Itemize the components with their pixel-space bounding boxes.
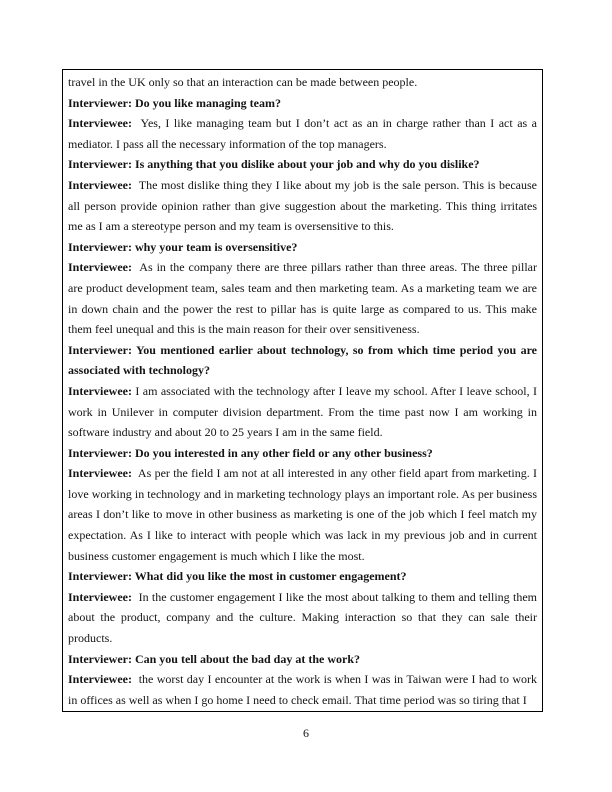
- speech-text: Do you interested in any other field or any other business?: [131, 445, 433, 460]
- transcript-paragraph: [68, 381, 537, 443]
- speaker-label: Interviewer:: [68, 95, 132, 110]
- speaker-label: Interviewer:: [68, 569, 132, 584]
- transcript-paragraph: [68, 154, 537, 175]
- transcript-paragraph: [68, 669, 537, 710]
- transcript-paragraph: [68, 587, 537, 649]
- speech-text: why your team is oversensitive?: [131, 239, 298, 254]
- speech-text: Yes, I like managing team but I don’t act as an in charge rather than I act as a mediator. I pass all the necessary information of the top managers.: [68, 116, 537, 151]
- transcript-paragraph: [68, 463, 537, 566]
- speech-text: Can you tell about the bad day at the work?: [131, 651, 360, 666]
- speech-text: the worst day I encounter at the work is when I was in Taiwan were I had to work in offices as well as when I go home I need to check email. That time period was so tiring that I: [68, 672, 537, 707]
- speech-text: The most dislike thing they I like about my job is the sale person. This is because all person provide opinion rather than give suggestion about the marketing. This thing irritates me as I am a stereotype person and my team is oversensitive to this.: [68, 177, 537, 234]
- speaker-label: Interviewer:: [68, 239, 132, 254]
- speaker-label: Interviewee:: [68, 466, 132, 481]
- speech-text: As in the company there are three pillars rather than three areas. The three pillar are product development team, sales team and then marketing team. As a marketing team we are in down chain and the power the rest to pillar has is quite large as compared to us. This make them feel unequal and this is the main reason for their over sensitiveness.: [68, 260, 537, 337]
- speech-text: What did you like the most in customer engagement?: [131, 569, 407, 584]
- speaker-label: Interviewee:: [68, 589, 132, 604]
- transcript-paragraph: [68, 237, 537, 258]
- speech-text: You mentioned earlier about technology, so from which time period you are associated with technology?: [68, 342, 537, 378]
- page-number: 6: [303, 726, 309, 740]
- transcript-paragraph: [68, 175, 537, 237]
- speaker-label: Interviewee:: [68, 383, 132, 398]
- transcript-paragraph: [68, 649, 537, 670]
- speaker-label: Interviewer:: [68, 342, 132, 357]
- speech-text: Is anything that you dislike about your job and why do you dislike?: [131, 157, 480, 172]
- speech-text: As per the field I am not at all interested in any other field apart from marketing. I love working in technology and in marketing technology plays an important role. As per business areas I don’t like to move in other business as marketing is one of the job which I feel match my expectation. As I like to interact with people which was lack in my previous job and in current business customer engagement is much which I like the most.: [68, 466, 537, 563]
- speech-text: travel in the UK only so that an interaction can be made between people.: [68, 75, 418, 89]
- transcript-paragraph: [68, 93, 537, 114]
- speaker-label: Interviewer:: [68, 157, 132, 172]
- transcript-paragraph: [68, 340, 537, 381]
- speech-text: Do you like managing team?: [131, 95, 281, 110]
- transcript-paragraph: [68, 113, 537, 154]
- speech-text: I am associated with the technology after I leave my school. After I leave school, I work in Unilever in computer division department. From the time past now I am working in software industry and about 20 to 25 years I am in the same field.: [68, 383, 537, 440]
- transcript-paragraph: [68, 257, 537, 339]
- speaker-label: Interviewee:: [68, 260, 132, 275]
- speaker-label: Interviewee:: [68, 672, 132, 687]
- speaker-label: Interviewee:: [68, 116, 132, 131]
- transcript-paragraph: [68, 443, 537, 464]
- transcript-paragraph: [68, 72, 537, 93]
- transcript-paragraphs: [63, 70, 542, 710]
- speaker-label: Interviewer:: [68, 651, 132, 666]
- interview-transcript-box: [62, 69, 543, 712]
- speaker-label: Interviewer:: [68, 445, 132, 460]
- transcript-paragraph: [68, 566, 537, 587]
- speaker-label: Interviewee:: [68, 177, 132, 192]
- speech-text: In the customer engagement I like the most about talking to them and telling them about the product, company and the culture. Making interaction so that they can sale their products.: [68, 589, 537, 646]
